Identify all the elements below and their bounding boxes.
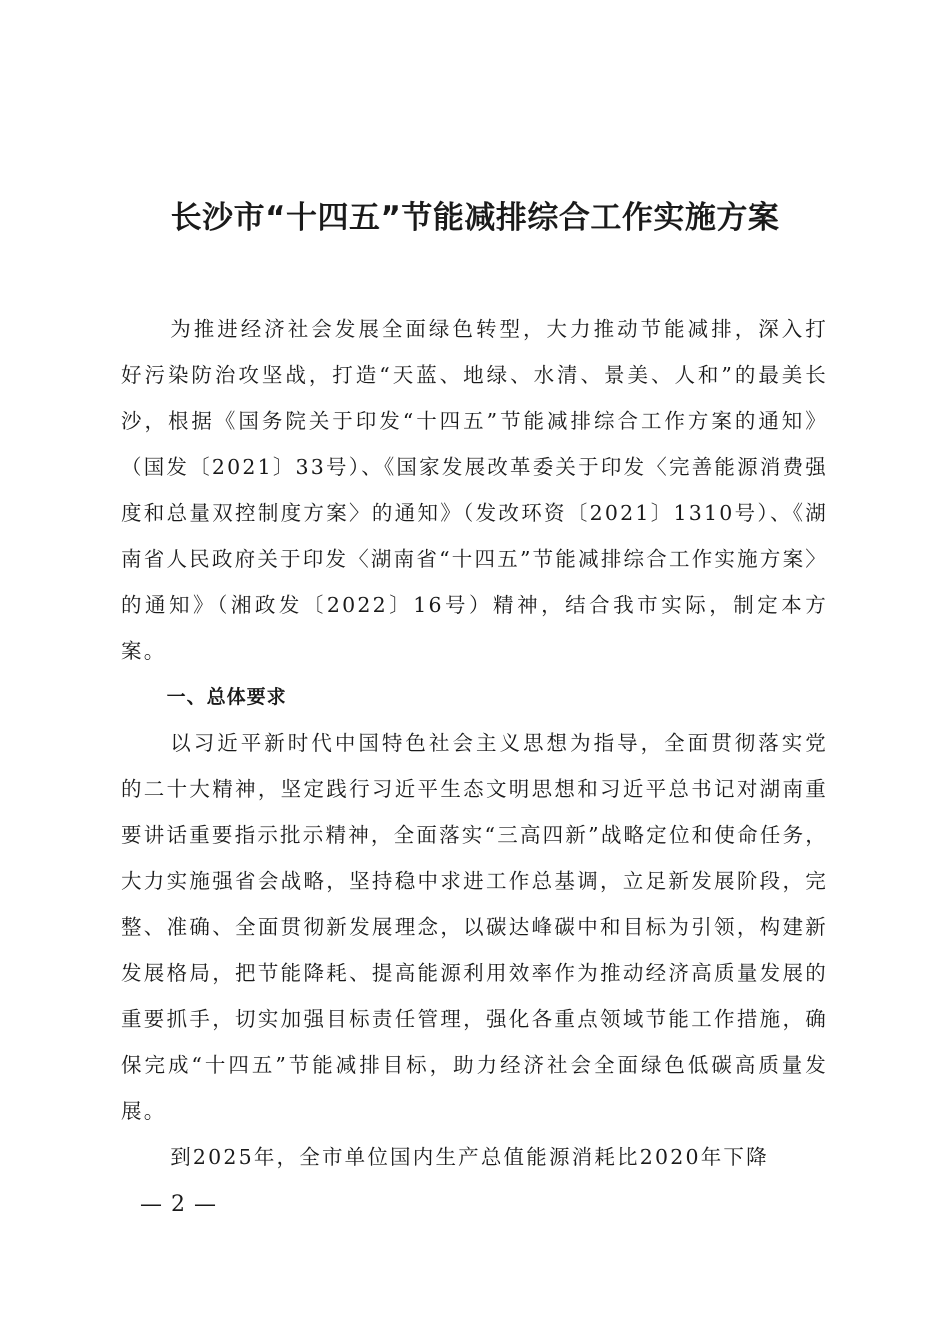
target-paragraph: 到2025年，全市单位国内生产总值能源消耗比2020年下降 [170, 1145, 769, 1169]
page-number: — 2 — [140, 1192, 217, 1217]
section-heading-general-requirements: 一、总体要求 [166, 686, 287, 708]
document-title: 长沙市“十四五”节能减排综合工作实施方案 [170, 200, 780, 236]
general-requirements-paragraph: 以习近平新时代中国特色社会主义思想为指导，全面贯彻落实党的二十大精神，坚定践行习近平生态文明思想和习近平总书记对湖南重要讲话重要指示批示精神，全面落实“三高四新”战略定位和使命任务，大力实施强省会战略，坚持稳中求进工作总基调，立足新发展阶段，完整、准确、全面贯彻新发展理念，以碳达峰碳中和目标为引领，构建新发展格局，把节能降耗、提高能源利用效率作为推动经济高质量发展的重要抓手，切实加强目标责任管理，强化各重点领域节能工作措施，确保完成“十四五”节能减排目标，助力经济社会全面绿色低碳高质量发展。 [121, 731, 828, 1123]
intro-paragraph: 为推进经济社会发展全面绿色转型，大力推动节能减排，深入打好污染防治攻坚战，打造“天蓝、地绿、水清、景美、人和”的最美长沙，根据《国务院关于印发“十四五”节能减排综合工作方案的通知》（国发〔2021〕33号）、《国家发展改革委关于印发〈完善能源消费强度和总量双控制度方案〉的通知》（发改环资〔2021〕1310号）、《湖南省人民政府关于印发〈湖南省“十四五”节能减排综合工作实施方案〉的通知》（湘政发〔2022〕16号）精神，结合我市实际，制定本方案。 [121, 317, 828, 663]
document-body [121, 306, 828, 1180]
